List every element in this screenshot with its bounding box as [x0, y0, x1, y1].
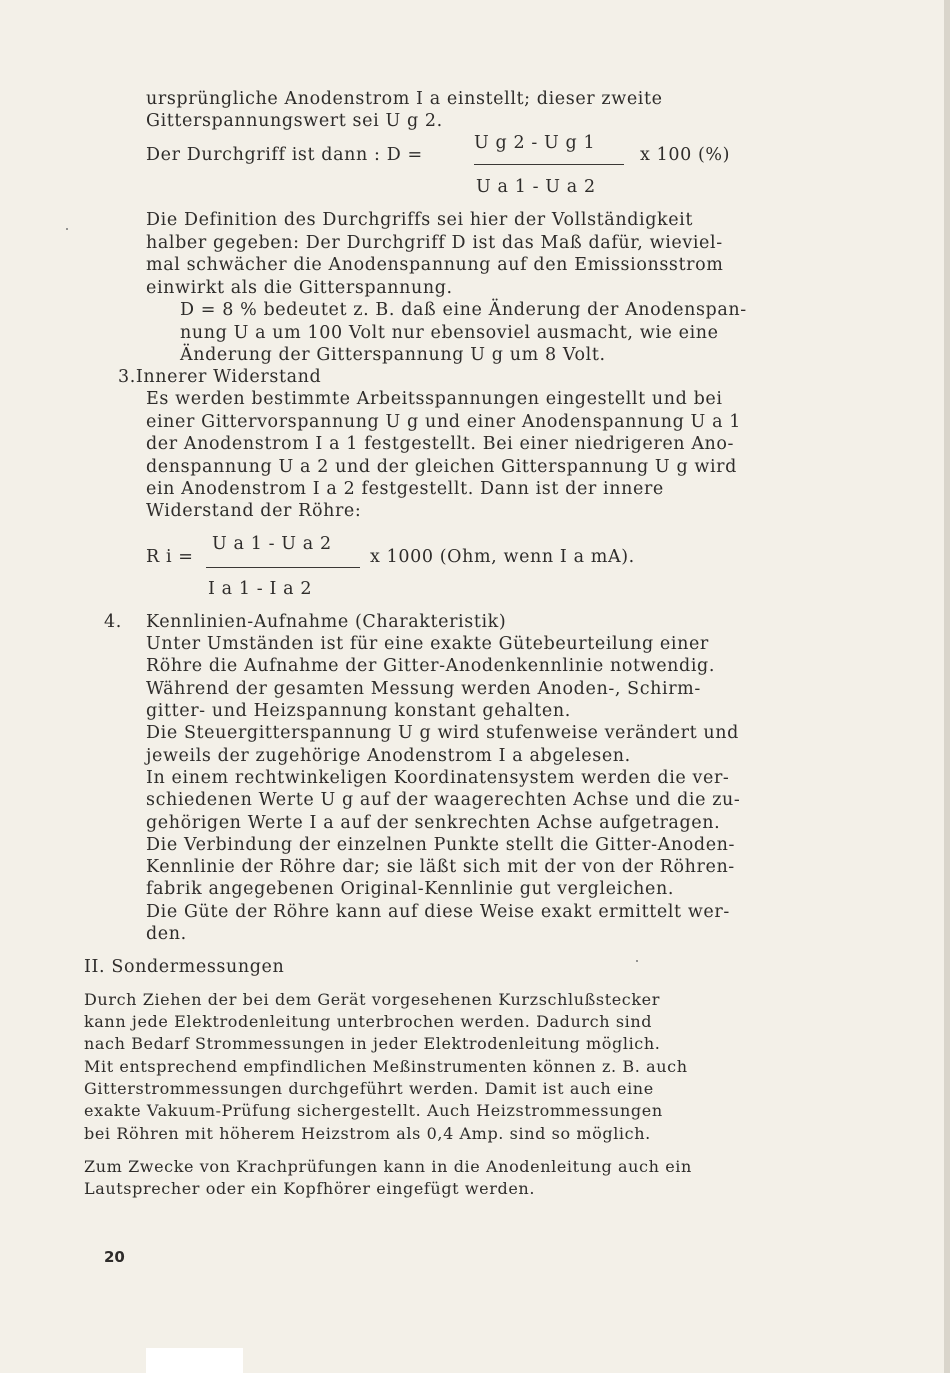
text-line: Die Güte der Röhre kann auf diese Weise exakt ermittelt wer-: [146, 902, 730, 922]
page-number: 20: [104, 1248, 125, 1266]
formula-d-label: Der Durchgriff ist dann : D =: [146, 145, 423, 165]
text-line: fabrik angegebenen Original-Kennlinie gut vergleichen.: [146, 879, 674, 899]
section-heading: 3.Innerer Widerstand: [118, 367, 322, 387]
formula-d-denominator: U a 1 - U a 2: [476, 177, 596, 197]
text-line: Mit entsprechend empfindlichen Meßinstrumenten können z. B. auch: [84, 1057, 688, 1076]
text-line: D = 8 % bedeutet z. B. daß eine Änderung der Anodenspan-: [180, 300, 747, 320]
text-line: Kennlinie der Röhre dar; sie läßt sich mit der von der Röhren-: [146, 857, 735, 877]
text-line: ursprüngliche Anodenstrom I a einstellt; dieser zweite: [146, 89, 663, 109]
page-edge: [944, 0, 950, 1373]
formula-ri-suffix: x 1000 (Ohm, wenn I a mA).: [370, 547, 635, 567]
text-line: ein Anodenstrom I a 2 festgestellt. Dann ist der innere: [146, 479, 664, 499]
text-line: exakte Vakuum-Prüfung sichergestellt. Auch Heizstrommessungen: [84, 1101, 663, 1120]
text-line: Röhre die Aufnahme der Gitter-Anodenkennlinie notwendig.: [146, 656, 715, 676]
text-line: nach Bedarf Strommessungen in jeder Elektrodenleitung möglich.: [84, 1034, 661, 1053]
text-line: der Anodenstrom I a 1 festgestellt. Bei einer niedrigeren Ano-: [146, 434, 735, 454]
text-line: einer Gittervorspannung U g und einer Anodenspannung U a 1: [146, 412, 741, 432]
text-line: Lautsprecher oder ein Kopfhörer eingefügt werden.: [84, 1179, 536, 1198]
formula-ri-lhs: R i =: [146, 547, 194, 567]
section-number: 4.: [104, 612, 122, 632]
text-line: Gitterspannungswert sei U g 2.: [146, 111, 443, 131]
text-line: gehörigen Werte I a auf der senkrechten Achse aufgetragen.: [146, 813, 721, 833]
text-line: Widerstand der Röhre:: [146, 501, 362, 521]
text-line: Es werden bestimmte Arbeitsspannungen eingestellt und bei: [146, 389, 723, 409]
formula-d-numerator: U g 2 - U g 1: [474, 133, 596, 153]
text-line: Unter Umständen ist für eine exakte Gütebeurteilung einer: [146, 634, 709, 654]
text-line: bei Röhren mit höherem Heizstrom als 0,4 Amp. sind so möglich.: [84, 1124, 651, 1143]
formula-ri-denominator: I a 1 - I a 2: [208, 579, 313, 599]
text-line: Zum Zwecke von Krachprüfungen kann in die Anodenleitung auch ein: [84, 1157, 692, 1176]
formula-ri-numerator: U a 1 - U a 2: [212, 534, 332, 554]
white-label-patch: [146, 1348, 243, 1373]
text-line: Die Verbindung der einzelnen Punkte stellt die Gitter-Anoden-: [146, 835, 736, 855]
text-line: schiedenen Werte U g auf der waagerechten Achse und die zu-: [146, 790, 741, 810]
text-line: In einem rechtwinkeligen Koordinatensystem werden die ver-: [146, 768, 730, 788]
text-line: halber gegeben: Der Durchgriff D ist das Maß dafür, wieviel-: [146, 233, 723, 253]
text-line: mal schwächer die Anodenspannung auf den Emissionsstrom: [146, 255, 724, 275]
section-heading: II. Sondermessungen: [84, 957, 285, 977]
formula-d-suffix: x 100 (%): [640, 145, 731, 165]
text-line: Durch Ziehen der bei dem Gerät vorgesehenen Kurzschlußstecker: [84, 990, 660, 1009]
text-line: kann jede Elektrodenleitung unterbrochen werden. Dadurch sind: [84, 1012, 653, 1031]
section-heading: Kennlinien-Aufnahme (Charakteristik): [146, 612, 507, 632]
text-line: Gitterstrommessungen durchgeführt werden. Damit ist auch eine: [84, 1079, 654, 1098]
text-line: Während der gesamten Messung werden Anoden-, Schirm-: [146, 679, 701, 699]
text-line: Die Steuergitterspannung U g wird stufenweise verändert und: [146, 723, 739, 743]
formula-d-fraction-bar: [474, 164, 624, 165]
formula-ri-fraction-bar: [206, 567, 360, 568]
text-line: den.: [146, 924, 187, 944]
text-line: jeweils der zugehörige Anodenstrom I a abgelesen.: [146, 746, 631, 766]
stray-mark: [66, 228, 68, 230]
text-line: Die Definition des Durchgriffs sei hier der Vollständigkeit: [146, 210, 693, 230]
text-line: denspannung U a 2 und der gleichen Gitterspannung U g wird: [146, 457, 737, 477]
text-line: einwirkt als die Gitterspannung.: [146, 278, 453, 298]
text-line: Änderung der Gitterspannung U g um 8 Volt.: [180, 345, 606, 365]
text-line: nung U a um 100 Volt nur ebensoviel ausmacht, wie eine: [180, 323, 719, 343]
text-line: gitter- und Heizspannung konstant gehalten.: [146, 701, 571, 721]
stray-mark: [636, 960, 638, 962]
